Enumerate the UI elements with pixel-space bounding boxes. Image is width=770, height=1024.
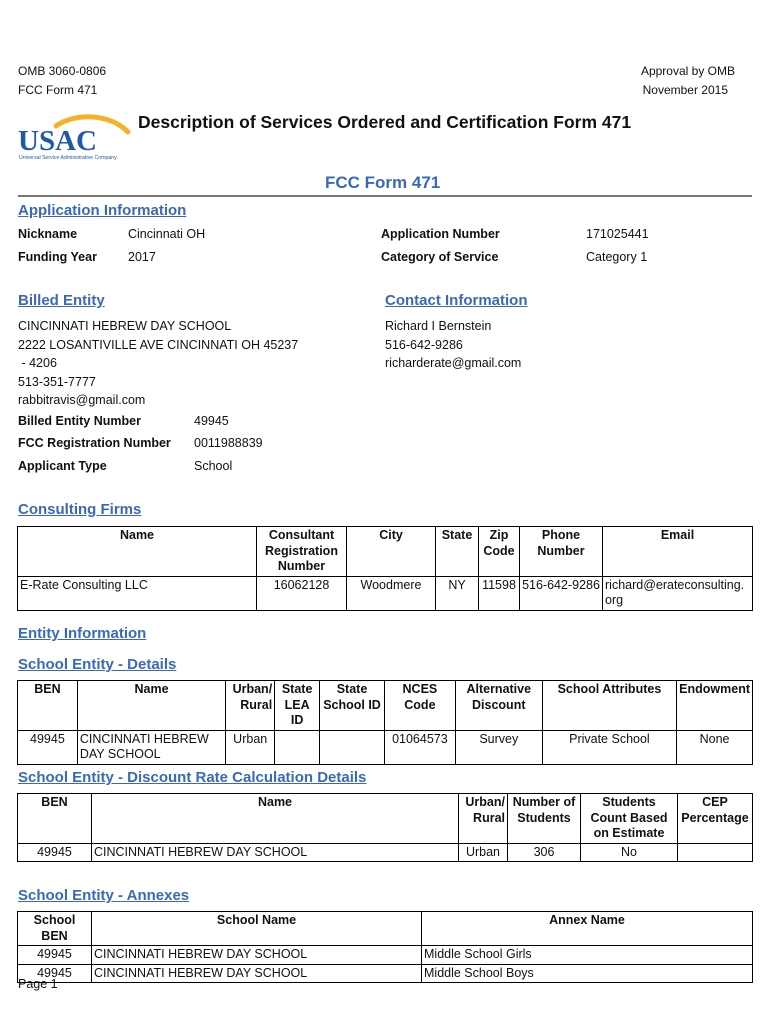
form-title: FCC Form 471 (325, 173, 441, 192)
col-annex-name: Annex Name (422, 912, 753, 946)
logo-text: USAC (18, 125, 97, 157)
col-urban-rural: Urban/ Rural (459, 794, 508, 844)
section-entity-information: Entity Information (18, 625, 147, 642)
col-name: Name (92, 794, 459, 844)
billed-entity-block (18, 317, 298, 410)
table-header-row (18, 681, 753, 731)
billed-entity-phone: 513-351-7777 (18, 374, 96, 389)
omb-approval: Approval by OMB (640, 64, 735, 78)
consulting-firms-table (17, 526, 753, 611)
annexes-table (17, 911, 753, 983)
logo-subtitle: Universal Service Administrative Company (19, 155, 117, 161)
contact-name: Richard I Bernstein (385, 319, 492, 333)
table-row (18, 730, 753, 764)
omb-number: OMB 3060-0806 (18, 64, 107, 78)
cell-zip: 11598 (479, 576, 520, 610)
usac-logo (16, 112, 134, 162)
cell-annex-name: Middle School Girls (422, 946, 753, 965)
cell-school-attributes: Private School (542, 730, 676, 764)
contact-phone: 516-642-9286 (385, 337, 463, 352)
section-annexes: School Entity - Annexes (18, 887, 190, 904)
fcc-registration-value: 0011988839 (194, 436, 263, 450)
col-state-school-id: State School ID (320, 681, 385, 731)
form-date: November 2015 (642, 83, 728, 97)
school-details-table (17, 680, 753, 765)
table-row (18, 843, 753, 862)
contact-block (385, 317, 521, 373)
section-contact-information: Contact Information (385, 292, 528, 309)
cell-school-name: CINCINNATI HEBREW DAY SCHOOL (92, 964, 422, 983)
cell-name: CINCINNATI HEBREW DAY SCHOOL (92, 843, 459, 862)
cell-school-ben: 49945 (18, 946, 92, 965)
cell-urban-rural: Urban (226, 730, 275, 764)
col-city: City (347, 527, 436, 577)
billed-entity-address-zip: - 4206 (18, 356, 57, 370)
col-cep-percentage: CEP Percentage (678, 794, 753, 844)
cell-alternative-discount: Survey (455, 730, 542, 764)
col-school-attributes: School Attributes (542, 681, 676, 731)
col-state-lea-id: State LEA ID (275, 681, 320, 731)
table-header-row (18, 912, 753, 946)
contact-email: richarderate@gmail.com (385, 356, 522, 370)
page-title: Description of Services Ordered and Certification Form 471 (138, 112, 632, 132)
cell-registration: 16062128 (257, 576, 347, 610)
application-number-value: 171025441 (586, 227, 649, 241)
cell-email: richard@erateconsulting.org (603, 576, 753, 610)
cell-annex-name: Middle School Boys (422, 964, 753, 983)
col-number-of-students: Number of Students (508, 794, 581, 844)
ben-label: Billed Entity Number (18, 414, 141, 428)
table-header-row (18, 527, 753, 577)
discount-rate-table (17, 793, 753, 862)
cell-city: Woodmere (347, 576, 436, 610)
cell-ben: 49945 (18, 843, 92, 862)
cell-school-ben: 49945 (18, 964, 92, 983)
col-students-estimate: Students Count Based on Estimate (581, 794, 678, 844)
form-number: FCC Form 471 (18, 83, 98, 97)
cell-state-school-id (320, 730, 385, 764)
applicant-type-label: Applicant Type (18, 459, 107, 473)
billed-entity-email: rabbitravis@gmail.com (18, 393, 146, 407)
col-school-name: School Name (92, 912, 422, 946)
table-row (18, 576, 753, 610)
section-school-entity-details: School Entity - Details (18, 656, 177, 673)
table-header-row (18, 794, 753, 844)
category-label: Category of Service (381, 250, 499, 264)
cell-name: E-Rate Consulting LLC (18, 576, 257, 610)
nickname-value: Cincinnati OH (128, 227, 206, 241)
col-name: Name (77, 681, 225, 731)
cell-phone: 516-642-9286 (520, 576, 603, 610)
table-row (18, 946, 753, 965)
ben-value: 49945 (194, 414, 229, 428)
cell-nces-code: 01064573 (384, 730, 455, 764)
header-divider (18, 195, 752, 197)
col-phone: Phone Number (520, 527, 603, 577)
col-registration: Consultant Registration Number (257, 527, 347, 577)
funding-year-value: 2017 (128, 250, 156, 264)
col-ben: BEN (18, 794, 92, 844)
col-school-ben: School BEN (18, 912, 92, 946)
application-number-label: Application Number (381, 227, 500, 241)
cell-students-estimate: No (581, 843, 678, 862)
col-state: State (436, 527, 479, 577)
cell-number-of-students: 306 (508, 843, 581, 862)
section-discount-rate: School Entity - Discount Rate Calculation Details (18, 769, 367, 786)
cell-urban-rural: Urban (459, 843, 508, 862)
cell-cep-percentage (678, 843, 753, 862)
col-zip: Zip Code (479, 527, 520, 577)
cell-ben: 49945 (18, 730, 78, 764)
billed-entity-name: CINCINNATI HEBREW DAY SCHOOL (18, 319, 232, 333)
page-number: Page 1 (18, 977, 58, 991)
fcc-registration-label: FCC Registration Number (18, 436, 171, 450)
section-application-information: Application Information (18, 202, 187, 219)
cell-state: NY (436, 576, 479, 610)
col-endowment: Endowment (677, 681, 753, 731)
table-row (18, 964, 753, 983)
category-value: Category 1 (586, 250, 648, 264)
cell-school-name: CINCINNATI HEBREW DAY SCHOOL (92, 946, 422, 965)
cell-state-lea-id (275, 730, 320, 764)
section-consulting-firms: Consulting Firms (18, 501, 142, 518)
col-alternative-discount: Alternative Discount (455, 681, 542, 731)
billed-entity-address: 2222 LOSANTIVILLE AVE CINCINNATI OH 45237 (18, 337, 299, 352)
col-nces-code: NCES Code (384, 681, 455, 731)
funding-year-label: Funding Year (18, 250, 97, 264)
section-billed-entity: Billed Entity (18, 292, 105, 309)
applicant-type-value: School (194, 459, 233, 473)
col-ben: BEN (18, 681, 78, 731)
cell-name: CINCINNATI HEBREW DAY SCHOOL (77, 730, 225, 764)
nickname-label: Nickname (18, 227, 78, 241)
col-name: Name (18, 527, 257, 577)
col-urban-rural: Urban/ Rural (226, 681, 275, 731)
cell-endowment: None (677, 730, 753, 764)
col-email: Email (603, 527, 753, 577)
